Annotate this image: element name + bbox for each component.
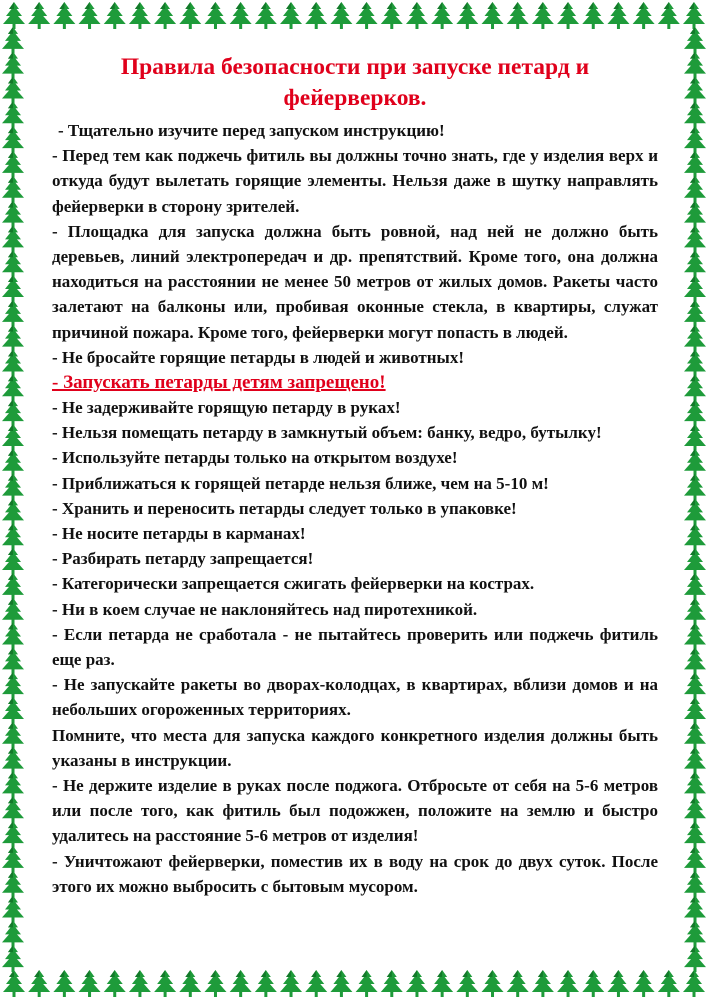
fir-tree-icon [683,970,705,997]
fir-tree-icon [607,2,629,29]
fir-tree-icon [104,2,126,29]
rule-paragraph: - Не держите изделие в руках после поджога. Отбросьте от себя на 5-6 метров или после того, как фитиль был подожжен, положите на землю и быстро удалитесь на расстояние 5-6 метров от изделия! [52,776,658,846]
rule-paragraph: - Уничтожают фейерверки, поместив их в воду на срок до двух суток. После этого их можно выбросить с бытовым мусором. [52,851,658,896]
fir-tree-icon [2,349,24,376]
fir-tree-icon [356,2,378,29]
fir-tree-icon [684,598,706,625]
fir-tree-icon [2,300,24,327]
fir-tree-icon [2,151,24,178]
fir-tree-icon [2,424,24,451]
fir-tree-icon [406,970,428,997]
fir-tree-icon [684,672,706,699]
fir-tree-icon [582,970,604,997]
fir-tree-icon [532,2,554,29]
fir-tree-icon [431,970,453,997]
fir-tree-icon [3,2,25,29]
fir-tree-icon [305,2,327,29]
fir-tree-icon [684,27,706,54]
fir-tree-icon [684,548,706,575]
rule-paragraph: - Хранить и переносить петарды следует только в упаковке! [52,498,517,518]
rule-paragraph: - Не бросайте горящие петарды в людей и животных! [52,347,464,367]
fir-tree-icon [154,2,176,29]
rule-paragraph: - Приближаться к горящей петарде нельзя ближе, чем на 5-10 м! [52,473,549,493]
fir-tree-icon [582,2,604,29]
fir-tree-icon [2,647,24,674]
fir-tree-icon [684,747,706,774]
fir-tree-icon [684,399,706,426]
fir-tree-icon [482,2,504,29]
fir-tree-icon [204,2,226,29]
fir-tree-icon [684,52,706,79]
fir-tree-icon [2,325,24,352]
fir-tree-icon [2,573,24,600]
fir-tree-icon [684,920,706,947]
fir-tree-icon [684,474,706,501]
rule-paragraph: - Ни в коем случае не наклоняйтесь над пиротехникой. [52,599,478,619]
rule-paragraph: - Разбирать петарду запрещается! [52,549,314,569]
fir-tree-icon [255,970,277,997]
rule-paragraph: - Нельзя помещать петарду в замкнутый объем: банку, ведро, бутылку! [52,423,602,443]
fir-tree-icon [684,697,706,724]
fir-tree-icon [2,896,24,923]
fir-tree-icon [684,151,706,178]
fir-tree-icon [3,970,25,997]
fir-tree-icon [2,920,24,947]
rule-paragraph: Помните, что места для запуска каждого конкретного изделия должны быть указаны в инструкции. [52,725,658,770]
fir-tree-icon [2,722,24,749]
fir-tree-icon [2,846,24,873]
fir-tree-icon [684,647,706,674]
fir-tree-icon [305,970,327,997]
fir-tree-icon [2,275,24,302]
rule-paragraph: - Не носите петарды в карманах! [52,524,306,544]
fir-tree-icon [658,2,680,29]
fir-tree-icon [684,325,706,352]
fir-tree-icon [684,796,706,823]
fir-tree-icon [684,225,706,252]
rule-paragraph: - Тщательно изучите перед запуском инструкцию! [58,121,445,140]
fir-tree-icon [2,523,24,550]
fir-tree-icon [684,771,706,798]
fir-tree-icon [2,697,24,724]
rule-paragraph: - Категорически запрещается сжигать фейерверки на кострах. [52,574,535,594]
fir-tree-icon [381,970,403,997]
fir-tree-icon [2,126,24,153]
fir-tree-icon [53,2,75,29]
fir-tree-icon [104,970,126,997]
fir-tree-icon [2,498,24,525]
fir-tree-icon [129,970,151,997]
fir-tree-icon [684,275,706,302]
fir-tree-icon [431,2,453,29]
fir-tree-icon [129,2,151,29]
fir-tree-icon [2,548,24,575]
rule-paragraph: - Используйте петарды только на открытом воздухе! [52,448,458,468]
fir-tree-icon [507,2,529,29]
children-warning: - Запускать петарды детям запрещено! [52,372,386,394]
fir-tree-icon [2,101,24,128]
fir-tree-icon [154,970,176,997]
fir-tree-icon [2,374,24,401]
fir-tree-icon [79,2,101,29]
fir-tree-icon [684,76,706,103]
fir-tree-icon [2,474,24,501]
fir-tree-icon [683,2,705,29]
fir-tree-icon [2,796,24,823]
rule-paragraph: - Не запускайте ракеты во дворах-колодцах, в квартирах, вблизи домов и на небольших огороженных территориях. [52,675,658,720]
fir-tree-icon [684,623,706,650]
fir-tree-icon [79,970,101,997]
fir-tree-icon [684,250,706,277]
fir-tree-icon [330,2,352,29]
fir-tree-icon [684,871,706,898]
fir-tree-icon [684,349,706,376]
rule-paragraph: - Перед тем как поджечь фитиль вы должны точно знать, где у изделия верх и откуда будут вылетать горящие элементы. Нельзя даже в шутку направлять фейерверки в сторону зрителей. [52,146,658,216]
fir-tree-icon [684,101,706,128]
fir-tree-icon [2,821,24,848]
fir-tree-icon [28,970,50,997]
fir-tree-icon [2,945,24,972]
fir-tree-icon [2,176,24,203]
fir-tree-icon [2,771,24,798]
fir-tree-icon [179,970,201,997]
page-title: Правила безопасности при запуске петард и фейерверков. [120,54,590,111]
fir-tree-icon [532,970,554,997]
fir-tree-icon [684,449,706,476]
fir-tree-icon [684,126,706,153]
fir-tree-icon [2,76,24,103]
fir-tree-icon [2,672,24,699]
rule-paragraph: - Если петарда не сработала - не пытайтесь проверить или поджечь фитиль еще раз. [52,624,658,670]
fir-tree-icon [381,2,403,29]
fir-tree-icon [330,970,352,997]
fir-tree-icon [633,970,655,997]
fir-tree-icon [607,970,629,997]
fir-tree-icon [2,747,24,774]
rule-paragraph: - Не задерживайте горящую петарду в руках! [52,398,401,418]
fir-tree-icon [684,846,706,873]
fir-tree-icon [53,970,75,997]
fir-tree-icon [557,2,579,29]
fir-tree-icon [2,27,24,54]
fir-tree-icon [456,2,478,29]
fir-tree-icon [684,498,706,525]
fir-tree-icon [684,424,706,451]
fir-tree-icon [2,598,24,625]
fir-tree-icon [684,523,706,550]
safety-rules-document [52,52,658,899]
fir-tree-icon [2,871,24,898]
fir-tree-icon [684,821,706,848]
fir-tree-icon [557,970,579,997]
fir-tree-icon [684,300,706,327]
fir-tree-icon [230,2,252,29]
rule-paragraph: - Площадка для запуска должна быть ровной, над ней не должно быть деревьев, линий электропередач и др. препятствий. Кроме того, она должна находиться на расстоянии не менее 50 метров от жилых домов. Ракеты часто залетают на балконы или, пробивая оконные стекла, в квартиры, служат причиной пожара. Кроме того, фейерверки могут попасть в людей. [52,221,658,342]
fir-tree-icon [684,573,706,600]
fir-tree-icon [2,52,24,79]
fir-tree-icon [2,225,24,252]
fir-tree-icon [2,449,24,476]
fir-tree-icon [179,2,201,29]
fir-tree-icon [456,970,478,997]
fir-tree-icon [633,2,655,29]
fir-tree-icon [684,201,706,228]
fir-tree-icon [684,176,706,203]
fir-tree-icon [684,722,706,749]
fir-tree-icon [2,201,24,228]
fir-tree-icon [684,374,706,401]
fir-tree-icon [507,970,529,997]
fir-tree-icon [2,250,24,277]
fir-tree-icon [482,970,504,997]
fir-tree-icon [684,945,706,972]
fir-tree-icon [658,970,680,997]
fir-tree-icon [356,970,378,997]
fir-tree-icon [280,970,302,997]
fir-tree-icon [280,2,302,29]
fir-tree-icon [230,970,252,997]
fir-tree-icon [406,2,428,29]
fir-tree-icon [684,896,706,923]
fir-tree-icon [204,970,226,997]
fir-tree-icon [2,623,24,650]
rules-list [52,118,658,899]
fir-tree-icon [28,2,50,29]
fir-tree-icon [255,2,277,29]
fir-tree-icon [2,399,24,426]
